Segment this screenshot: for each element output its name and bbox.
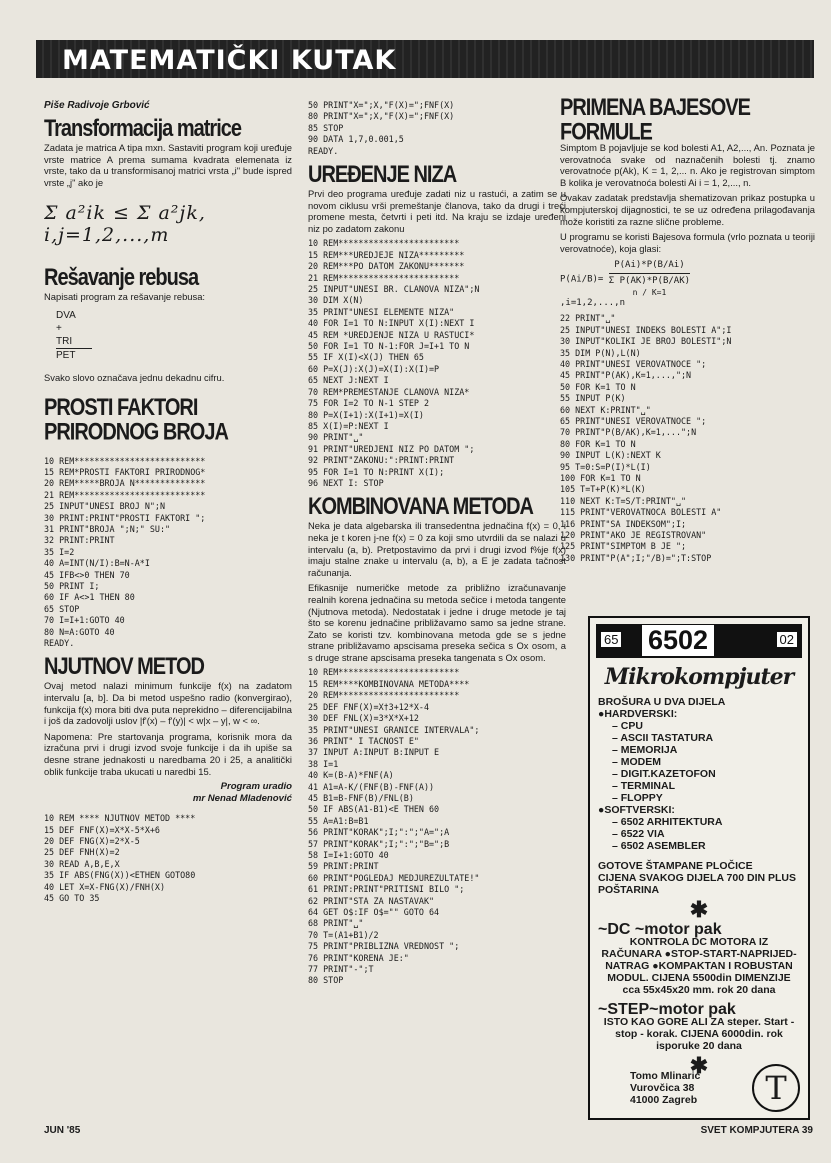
text-njutnov: Ovaj metod nalazi minimum funkcije f(x) na zadatom intervalu [a, b]. Da bi metod uspešno radio (konvergirao), funkcija f(x) mora biti dva puta neprekidno – diferencijabilna i još da zadovolji uslov |f'(x) – f'(y)| < w|x – y|, w < ∞.: [44, 680, 292, 727]
rebus-puzzle: [56, 309, 292, 362]
column-middle: [308, 100, 566, 1115]
ad-hw-item: – CPU: [612, 720, 643, 732]
ad-sw-item: – 6522 VIA: [612, 828, 665, 840]
ad-sw-item: – 6502 ARHITEKTURA: [612, 816, 723, 828]
ad-step-title: ~STEP~motor pak: [598, 1001, 736, 1018]
author-line: Piše Radivoje Grbović: [44, 100, 150, 111]
bayes-denominator: Σ P(AK)*P(B/AK): [608, 276, 691, 287]
text-rebus: Napisati program za rešavanje rebusa:: [44, 291, 206, 303]
code-njutnov-cont: 50 PRINT"X=";X,"F(X)=";FNF(X) 80 PRINT"X=";X,"F(X)=";FNF(X) 85 STOP 90 DATA 1,7,0.001,5 READY.: [308, 100, 455, 156]
heading-komb: KOMBINOVANA METODA: [308, 494, 533, 521]
text-niza: Prvi deo programa uređuje zadati niz u rastući, a zatim se u novom ciklusu vrši premeštanje članova, tako da drugi i treći promene mesta, četvrti i peti itd. Na kraju se izdaje uređeni niz po zadatom zakonu: [308, 188, 566, 234]
ad-hw-item: – TERMINAL: [612, 780, 675, 792]
bayes-fraction: [609, 260, 690, 298]
bayes-limits: n / K=1: [632, 288, 667, 298]
ad-line-softverski: ●SOFTVERSKI:: [598, 804, 675, 816]
rebus-line-1: DVA: [56, 309, 76, 321]
text-bajes-2: Ovakav zadatak predstavlja shematizovan prikaz postupka u kompjuterskoj dijagnostici, te se uz određena prilagođavanja može koristiti za razne slične probleme.: [560, 192, 815, 227]
column-left: [44, 100, 292, 1115]
ad-header-left: 65: [600, 631, 622, 648]
ad-brand: Mikrokompjuter: [604, 664, 794, 690]
ad-dc-title: ~DC ~motor pak: [598, 921, 722, 938]
section-banner: [36, 40, 814, 78]
ad-logo-icon: T: [752, 1064, 800, 1112]
bayes-numerator: P(Ai)*P(B/Ai): [609, 260, 690, 274]
signature: [44, 781, 292, 805]
text-komb-2: Efikasnije numeričke metode za približno izračunavanje realnih korena jednačina su metoda sečice i metoda tangente (Njutnova metoda). Nedostatak i jedne i druge metode je taj što se korenu jednačine približavamo samo sa jedne strane. Zato se koristi tzv. kombinovana metoda gde se s jedne strane približavamo apscisama preseka sečica s Ox osom, a s druge strane apscisama preseka tangenata s Ox osom.: [308, 582, 566, 663]
ad-sw-item: – 6502 ASEMBLER: [612, 840, 706, 852]
rebus-result: PET: [56, 349, 76, 361]
ad-line-hardverski: ●HARDVERSKI:: [598, 708, 678, 720]
heading-njutnov: NJUTNOV METOD: [44, 654, 204, 681]
rebus-line-2: TRI: [56, 335, 92, 349]
text-bajes-3: U programu se koristi Bajesova formula (vrlo poznata u teoriji verovatnoće), koja glasi:: [560, 231, 815, 254]
sum-formula: Σ a²ik ≤ Σ a²jk, i,j=1,2,...,m: [44, 202, 206, 247]
text-transform: Zadata je matrica A tipa mxn. Sastaviti program koji uređuje vrste matrice A prema sumama kvadrata elemenata iz vrste, tako da u transformisanoj matrici vrsta „i" bude ispred vrste „j" ako je: [44, 142, 292, 188]
signature-line-1: Program uradio: [220, 781, 292, 793]
heading-transform: Transformacija matrice: [44, 115, 241, 142]
code-njutnov: 10 REM **** NJUTNOV METOD **** 15 DEF FNF(X)=X*X-5*X+6 20 DEF FNG(X)=2*X-5 25 DEF FNH(X)=2 30 READ A,B,E,X 35 IF ABS(FNG(X))<ETHEN GOTO80 40 LET X=X-FNG(X)/FNH(X) 45 GO TO 35: [44, 813, 196, 904]
heading-bajes: PRIMENA BAJESOVE FORMULE: [560, 94, 750, 146]
rebus-plus: +: [56, 322, 62, 334]
star-icon: ✱: [689, 897, 709, 922]
ad-hw-item: – MEMORIJA: [612, 744, 678, 756]
code-bajes: 22 PRINT"␣" 25 INPUT"UNESI INDEKS BOLESTI A";I 30 INPUT"KOLIKI JE BROJ BOLESTI";N 35 DIM P(N),L(N) 40 PRINT"UNESI VEROVATNOCE "; 45 PRINT"P(AK),K=1,...,";N 50 FOR K=1 TO N 55 INPUT P(K) 60 NEXT K:PRINT"␣" 65 PRINT"UNESI VEROVATNOCE "; 70 PRINT"P(B/AK),K=1,...";N 80 FOR K=1 TO N 90 INPUT L(K):NEXT K 95 T=0:S=P(I)*L(I) 100 FOR K=1 TO N 105 T=T+P(K)*L(K) 110 NEXT K:T=S/T:PRINT"␣" 115 PRINT"VEROVATNOCA BOLESTI A" 116 PRINT"SA INDEKSOM";I; 120 PRINT"AKO JE REGISTROVAN" 125 PRINT"SIMPTOM B JE "; 130 PRINT"P(A";I;"/B)=";T:STOP: [560, 313, 732, 563]
ad-header-main: 6502: [642, 625, 714, 656]
ad-hw-item: – ASCII TASTATURA: [612, 732, 714, 744]
ad-hw-item: – FLOPPY: [612, 792, 663, 804]
contact-name: Tomo Mlinarić: [630, 1070, 701, 1082]
bayes-tail: ,i=1,2,...,n: [560, 298, 626, 309]
contact-street: Vurovčica 38: [630, 1082, 695, 1094]
ad-step-text: ISTO KAO GORE ALI ZA steper. Start - stop - korak. CIJENA 6000din. rok isporuke 20 dana: [603, 1016, 795, 1052]
footer-left: JUN '85: [44, 1125, 81, 1136]
ad-contact: [630, 1070, 700, 1106]
column-right: [560, 92, 815, 652]
ad-hw-item: – MODEM: [612, 756, 662, 768]
banner-title: MATEMATIČKI KUTAK: [62, 45, 397, 76]
ad-dc-text: KONTROLA DC MOTORA IZ RAČUNARA ●STOP-START-NAPRIJED-NATRAG ●KOMPAKTAN I ROBUSTAN MODUL. CIJENA 5500din DIMENZIJE cca 55x45x20 mm. rok 20 dana: [601, 936, 797, 996]
page-footer: [44, 1125, 819, 1136]
text-rebus-note: Svako slovo označava jednu dekadnu cifru.: [44, 371, 225, 383]
heading-rebus: Rešavanje rebusa: [44, 265, 199, 292]
code-niza: 10 REM************************ 15 REM***UREDJEJE NIZA********* 20 REM***PO DATOM ZAKONU******* 21 REM************************ 25 INPUT"UNESI BR. CLANOVA NIZA";N 30 DIM X(N) 35 PRINT"UNESI ELEMENTE NIZA" 40 FOR I=1 TO N:INPUT X(I):NEXT I 45 REM *UREDJENJE NIZA U RASTUCI* 50 FOR I=1 TO N-1:FOR J=I+1 TO N 55 IF X(I)<X(J) THEN 65 60 P=X(J):X(J)=X(I):X(I)=P 65 NEXT J:NEXT I 70 REM*PREMESTANJE CLANOVA NIZA* 75 FOR I=2 TO N-1 STEP 2 80 P=X(I+1):X(I+1)=X(I) 85 X(I)=P:NEXT I 90 PRINT"␣" 91 PRINT"UREDJENI NIZ PO DATOM "; 92 PRINT"ZAKONU:":PRINT:PRINT 95 FOR I=1 TO N:PRINT X(I); 96 NEXT I: STOP: [308, 238, 480, 488]
ad-header-right: 02: [776, 631, 798, 648]
ad-hw-item: – DIGIT.KAZETOFON: [612, 768, 716, 780]
ad-line-cijena: CIJENA SVAKOG DIJELA 700 DIN PLUS POŠTARINA: [598, 872, 796, 896]
advertisement: [588, 616, 810, 1120]
star-icon: ✱: [689, 1053, 709, 1078]
contact-city: 41000 Zagreb: [630, 1094, 698, 1106]
bayes-lhs: P(Ai/B)=: [560, 274, 604, 285]
signature-line-2: mr Nenad Mladenović: [192, 793, 292, 805]
code-komb: 10 REM************************ 15 REM****KOMBINOVANA METODA**** 20 REM************************ 25 DEF FNF(X)=X†3+12*X-4 30 DEF FNL(X)=3*X*X+12 35 PRINT"UNESI GRANICE INTERVALA"; 36 PRINT" I TACNOST E" 37 INPUT A:INPUT B:INPUT E 38 I=1 40 K=(B-A)*FNF(A) 41 A1=A-K/(FNF(B)-FNF(A)) 45 B1=B-FNF(B)/FNL(B) 50 IF ABS(A1-B1)<E THEN 60 55 A=A1:B=B1 56 PRINT"KORAK";I;":";"A=";A 57 PRINT"KORAK";I;":";"B=";B 58 I=I+1:GOTO 40 59 PRINT:PRINT 60 PRINT"POGLEDAJ MEDJUREZULTATE!" 61 PRINT:PRINT"PRITISNI BILO "; 62 PRINT"STA ZA NASTAVAK" 64 GET O$:IF O$="" GOTO 64 68 PRINT"␣" 70 T=(A1+B1)/2 75 PRINT"PRIBLIZNA VREDNOST "; 76 PRINT"KORENA JE:" 77 PRINT"-";T 80 STOP: [308, 667, 480, 986]
ad-header: [596, 624, 802, 658]
ad-line-plocice: GOTOVE ŠTAMPANE PLOČICE: [598, 860, 753, 872]
bayes-formula: [560, 260, 815, 309]
footer-right: SVET KOMPJUTERA 39: [700, 1125, 813, 1136]
heading-niza: UREĐENJE NIZA: [308, 161, 457, 188]
code-prosti: 10 REM************************** 15 REM*PROSTI FAKTORI PRIRODNOG* 20 REM*****BROJA N************** 21 REM************************** 25 INPUT"UNESI BROJ N";N 30 PRINT:PRINT"PROSTI FAKTORI "; 31 PRINT"BROJA ";N;" SU:" 32 PRINT:PRINT 35 I=2 40 A=INT(N/I):B=N-A*I 45 IFB<>0 THEN 70 50 PRINT I; 60 IF A<>1 THEN 80 65 STOP 70 I=I+1:GOTO 40 80 N=A:GOTO 40 READY.: [44, 455, 206, 649]
text-komb-1: Neka je data algebarska ili transedentna jednačina f(x) = 0, i neka je t koren j-ne f(x) = 0 za koji smo utvrdili da se nalazi u intervalu (a, b). Pretpostavimo da prvi i drugi izvod f%je f(x) imaju stalne znake u intervalu (a, b), a E je zadata tačnost računanja.: [308, 520, 566, 578]
ad-line-brosura: BROŠURA U DVA DIJELA: [598, 696, 726, 708]
text-napomena: Napomena: Pre startovanja programa, korisnik mora da izračuna prvi i drugi izvod svoje funkcije i da ih upiše sa desne strane jednakosti u naredbama 20 i 25, a analitički oblik funkcije traba ukucati u naredbi 15.: [44, 730, 292, 777]
ad-body: [590, 696, 808, 1076]
text-bajes-1: Simptom B pojavljuje se kod bolesti A1, A2,..., An. Poznata je verovatnoća svake od naznačenih bolesti tj. znamo verovatnoće p(Ak), K = 1, 2,... n. Ako je registrovan simptom B kolika je verovatnoća bolesti Ai i = 1, 2,..., n.: [560, 142, 815, 188]
heading-prosti: PROSTI FAKTORI PRIRODNOG BROJA: [44, 394, 228, 446]
